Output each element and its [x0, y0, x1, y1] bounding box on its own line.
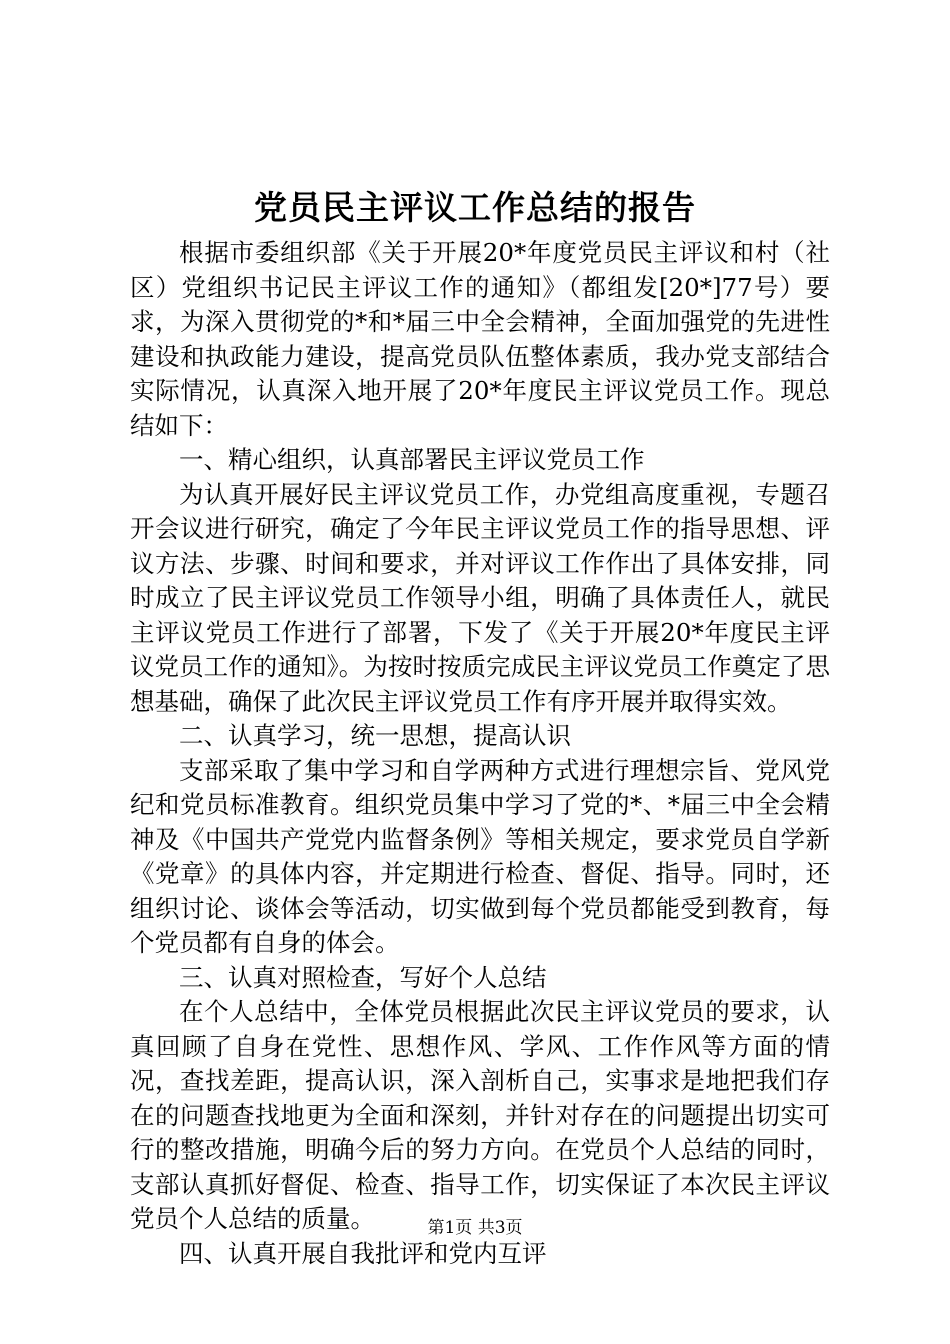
section-heading-2: 二、认真学习，统一思想，提高认识 — [179, 721, 571, 750]
intro-paragraph: 根据市委组织部《关于开展20*年度党员民主评议和村（社区）党组织书记民主评议工作的通知》（都组发[20*]77号）要求，为深入贯彻党的*和*届三中全会精神，全面加强党的先进性建设和执政能力建设，提高党员队伍整体素质，我办党支部结合实际情况，认真深入地开展了20*年度民主评议党员工作。现总结如下： — [130, 238, 830, 440]
section-heading-1: 一、精心组织，认真部署民主评议党员工作 — [179, 445, 645, 474]
page-number-footer: 第1页 共3页 — [427, 1218, 523, 1238]
document-body — [130, 236, 830, 1271]
section-heading-3: 三、认真对照检查，写好个人总结 — [179, 962, 547, 992]
section-heading-4: 四、认真开展自我批评和党内互评 — [179, 1238, 547, 1268]
section-paragraph-1: 为认真开展好民主评议党员工作，办党组高度重视，专题召开会议进行研究，确定了今年民主评议党员工作的指导思想、评议方法、步骤、时间和要求，并对评议工作作出了具体安排，同时成立了民主评议党员工作领导小组，明确了具体责任人，就民主评议党员工作进行了部署，下发了《关于开展20*年度民主评议党员工作的通知》。为按时按质完成民主评议党员工作奠定了思想基础，确保了此次民主评议党员工作有序开展并取得实效。 — [130, 479, 830, 716]
section-paragraph-3: 在个人总结中，全体党员根据此次民主评议党员的要求，认真回顾了自身在党性、思想作风、学风、工作作风等方面的情况，查找差距，提高认识，深入剖析自己，实事求是地把我们存在的问题查找地更为全面和深刻，并针对存在的问题提出切实可行的整改措施，明确今后的努力方向。在党员个人总结的同时，支部认真抓好督促、检查、指导工作，切实保证了本次民主评议党员个人总结的质量。 — [130, 997, 830, 1233]
section-paragraph-2: 支部采取了集中学习和自学两种方式进行理想宗旨、党风党纪和党员标准教育。组织党员集中学习了党的*、*届三中全会精神及《中国共产党党内监督条例》等相关规定，要求党员自学新《党章》的具体内容，并定期进行检查、督促、指导。同时，还组织讨论、谈体会等活动，切实做到每个党员都能受到教育，每个党员都有自身的体会。 — [130, 755, 830, 957]
document-title: 党员民主评议工作总结的报告 — [254, 188, 696, 227]
